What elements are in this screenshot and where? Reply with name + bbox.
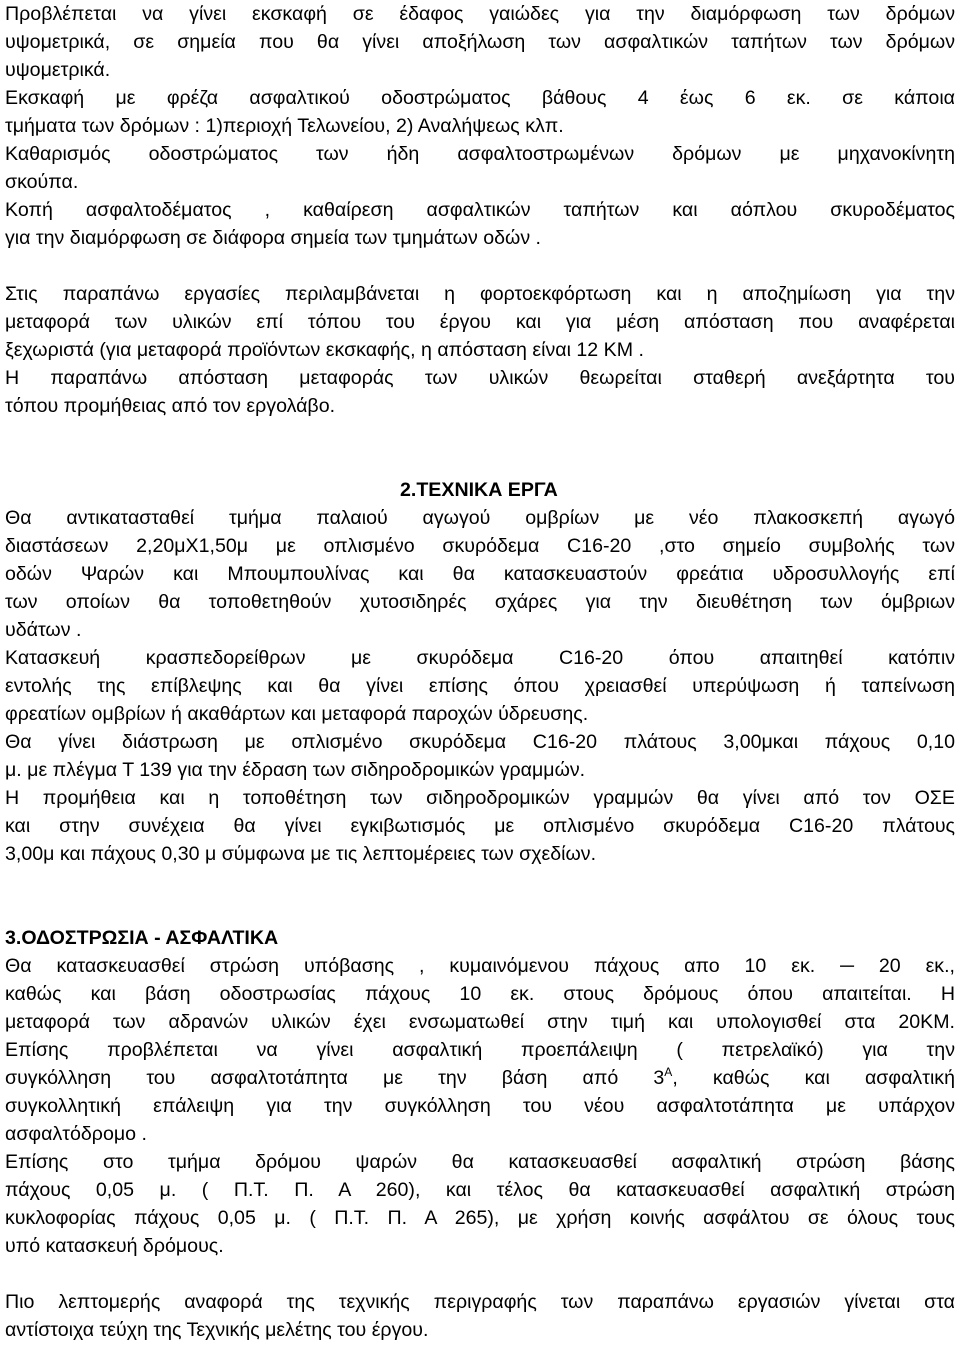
- text-line: συγκολλητική επάλειψη για την συγκόλληση του νέου ασφαλτοτάπητα με υπάρχον: [5, 1095, 955, 1117]
- text-line: για την διαμόρφωση σε διάφορα σημεία των τμημάτων οδών .: [5, 227, 542, 249]
- text-line: 3,00μ και πάχους 0,30 μ σύμφωνα με τις λεπτομέρειες των σχεδίων.: [5, 843, 597, 865]
- text-line: και στην συνέχεια θα γίνει εγκιβωτισμός με οπλισμένο σκυρόδεμα C16-20 πλάτους: [5, 815, 955, 837]
- text-line: φρεατίων ομβρίων ή ακαθάρτων και μεταφορά παροχών ύδρευσης.: [5, 703, 589, 725]
- text-line: των οποίων θα τοποθετηθούν χυτοσιδηρές σχάρες για την διευθέτηση των όμβριων: [5, 591, 955, 613]
- text-line: Επίσης προβλέπεται να γίνει ασφαλτική προεπάλειψη ( πετρελαϊκό) για την: [5, 1039, 955, 1061]
- text-line: καθώς και βάση οδοστρωσίας πάχους 10 εκ. στους δρόμους όπου απαιτείται. Η: [5, 983, 955, 1005]
- text-line: Στις παραπάνω εργασίες περιλαμβάνεται η φορτοεκφόρτωση και η αποζημίωση για την: [5, 283, 955, 305]
- text-line: μεταφορά των υλικών επί τόπου του έργου και για μέση απόσταση που αναφέρεται: [5, 311, 955, 333]
- text-line: υψομετρικά.: [5, 59, 111, 81]
- section-heading: 2.ΤΕΧΝΙΚΑ ΕΡΓΑ: [400, 479, 558, 501]
- text-line: Προβλέπεται να γίνει εκσκαφή σε έδαφος γαιώδες για την διαμόρφωση των δρόμων: [5, 3, 955, 25]
- text-line: Κοπή ασφαλτοδέματος , καθαίρεση ασφαλτικών ταπήτων και αόπλου σκυροδέματος: [5, 199, 955, 221]
- text-line: Θα κατασκευασθεί στρώση υπόβασης , κυμαινόμενου πάχους απο 10 εκ. ─ 20 εκ.,: [5, 955, 955, 977]
- text-line: Θα αντικατασταθεί τμήμα παλαιού αγωγού ομβρίων με νέο πλακοσκεπή αγωγό: [5, 507, 955, 529]
- text-line: Καθαρισμός οδοστρώματος των ήδη ασφαλτοστρωμένων δρόμων με μηχανοκίνητη: [5, 143, 955, 165]
- text-line: Κατασκευή κρασπεδορείθρων με σκυρόδεμα C16-20 όπου απαιτηθεί κατόπιν: [5, 647, 955, 669]
- text-line: Εκσκαφή με φρέζα ασφαλτικού οδοστρώματος βάθους 4 έως 6 εκ. σε κάποια: [5, 87, 955, 109]
- text-line: πάχους 0,05 μ. ( Π.Τ. Π. Α 260), και τέλος θα κατασκευασθεί ασφαλτική στρώση: [5, 1179, 955, 1201]
- text-line: τόπου προμήθειας από τον εργολάβο.: [5, 395, 336, 417]
- text-line: μεταφορά των αδρανών υλικών έχει ενσωματωθεί στην τιμή και υπολογισθεί στα 20ΚΜ.: [5, 1011, 955, 1033]
- text-line: υψομετρικά, σε σημεία που θα γίνει αποξήλωση των ασφαλτικών ταπήτων των δρόμων: [5, 31, 955, 53]
- text-span: συγκόλληση του ασφαλτοτάπητα με την βάση από 3: [5, 1067, 665, 1089]
- text-line: Η προμήθεια και η τοποθέτηση των σιδηροδρομικών γραμμών θα γίνει από τον ΟΣΕ: [5, 787, 955, 809]
- section-heading: 3.ΟΔΟΣΤΡΩΣΙΑ - ΑΣΦΑΛΤΙΚΑ: [5, 927, 279, 949]
- text-line: τμήματα των δρόμων : 1)περιοχή Τελωνείου, 2) Αναλήψεως κλπ.: [5, 115, 564, 137]
- text-line: κυκλοφορίας πάχους 0,05 μ. ( Π.Τ. Π. Α 265), με χρήση κοινής ασφάλτου σε όλους τους: [5, 1207, 955, 1229]
- text-line: αντίστοιχα τεύχη της Τεχνικής μελέτης του έργου.: [5, 1319, 429, 1341]
- text-line: υδάτων .: [5, 619, 82, 641]
- text-span: , καθώς και ασφαλτική: [672, 1067, 955, 1089]
- text-line: διαστάσεων 2,20μΧ1,50μ με οπλισμένο σκυρόδεμα C16-20 ,στο σημείο συμβολής των: [5, 535, 955, 557]
- text-line: [5, 1064, 955, 1093]
- text-line: Επίσης στο τμήμα δρόμου ψαρών θα κατασκευασθεί ασφαλτική στρώση βάσης: [5, 1151, 955, 1173]
- text-line: μ. με πλέγμα Τ 139 για την έδραση των σιδηροδρομικών γραμμών.: [5, 759, 586, 781]
- text-line: Θα γίνει διάστρωση με οπλισμένο σκυρόδεμα C16-20 πλάτους 3,00μκαι πάχους 0,10: [5, 731, 955, 753]
- text-line: υπό κατασκευή δρόμους.: [5, 1235, 224, 1257]
- text-line: ξεχωριστά (για μεταφορά προϊόντων εκσκαφής, η απόσταση είναι 12 ΚΜ .: [5, 339, 644, 361]
- text-line: οδών Ψαρών και Μπουμπουλίνας και θα κατασκευαστούν φρεάτια υδροσυλλογής επί: [5, 563, 955, 585]
- text-line: Η παραπάνω απόσταση μεταφοράς των υλικών θεωρείται σταθερή ανεξάρτητα του: [5, 367, 955, 389]
- text-line: εντολής της επίβλεψης και θα γίνει επίσης όπου χρειασθεί υπερύψωση ή ταπείνωση: [5, 675, 955, 697]
- text-line: ασφαλτόδρομο .: [5, 1123, 147, 1145]
- text-line: Πιο λεπτομερής αναφορά της τεχνικής περιγραφής των παραπάνω εργασιών γίνεται στα: [5, 1291, 955, 1313]
- superscript: Α: [664, 1065, 673, 1079]
- text-line: σκούπα.: [5, 171, 79, 193]
